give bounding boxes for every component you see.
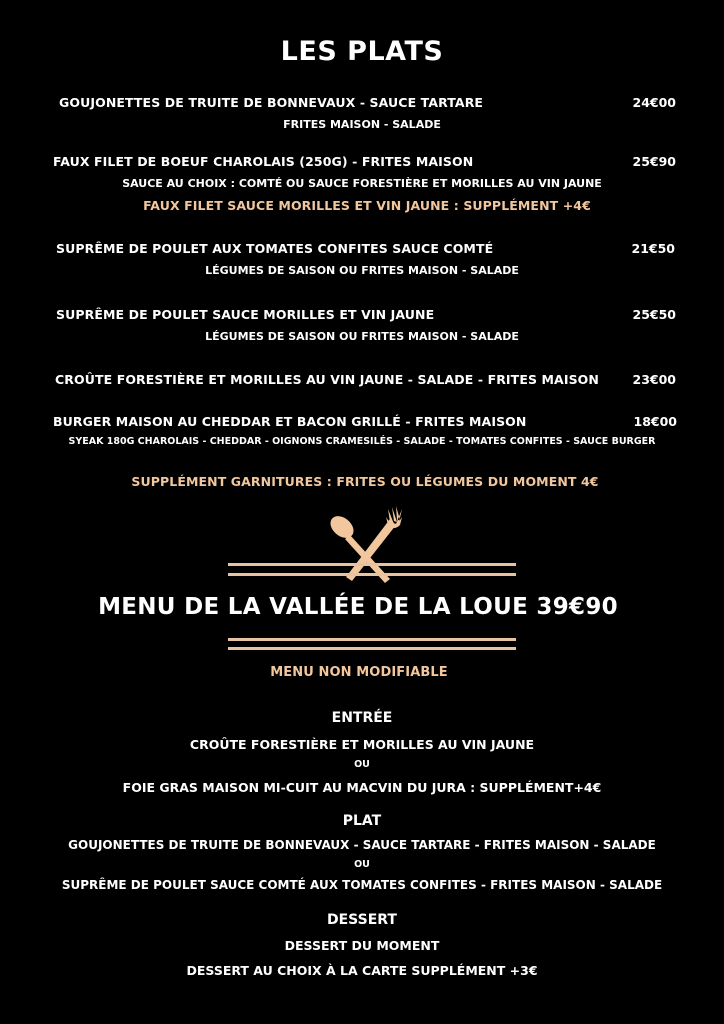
entree-option: CROÛTE FORESTIÈRE ET MORILLES AU VIN JAUNE [189, 737, 535, 752]
dish-price: 21€50 [631, 241, 675, 256]
dish-detail: LÉGUMES DE SAISON OU FRITES MAISON - SALADE [205, 264, 519, 277]
entree-option: FOIE GRAS MAISON MI-CUIT AU MACVIN DU JURA : SUPPLÉMENT+4€ [122, 780, 602, 795]
dish-detail: SAUCE AU CHOIX : COMTÉ OU SAUCE FORESTIÈRE ET MORILLES AU VIN JAUNE [122, 177, 602, 190]
dish-name: SUPRÊME DE POULET AUX TOMATES CONFITES SAUCE COMTÉ [56, 241, 494, 256]
plats-title: LES PLATS [280, 36, 444, 67]
divider-rule [228, 563, 516, 566]
or-label: OU [354, 759, 370, 770]
menu-note: MENU NON MODIFIABLE [270, 665, 448, 680]
dessert-option: DESSERT DU MOMENT [284, 938, 440, 953]
garnish-supplement: SUPPLÉMENT GARNITURES : FRITES OU LÉGUMES DU MOMENT 4€ [131, 474, 599, 489]
dish-detail: LÉGUMES DE SAISON OU FRITES MAISON - SALADE [205, 330, 519, 343]
dish-price: 18€00 [633, 414, 677, 429]
dessert-option: DESSERT AU CHOIX À LA CARTE SUPPLÉMENT +3€ [186, 963, 538, 978]
or-label: OU [354, 859, 370, 870]
dish-detail: SYEAK 180G CHAROLAIS - CHEDDAR - OIGNONS CRAMESILÉS - SALADE - TOMATES CONFITES - SAUCE BURGER [68, 436, 656, 447]
dish-name: BURGER MAISON AU CHEDDAR ET BACON GRILLÉ - FRITES MAISON [53, 414, 527, 429]
dish-supplement: FAUX FILET SAUCE MORILLES ET VIN JAUNE : SUPPLÉMENT +4€ [143, 198, 591, 213]
dish-price: 24€00 [632, 95, 676, 110]
dish-detail: FRITES MAISON - SALADE [283, 118, 441, 131]
dish-price: 25€90 [632, 154, 676, 169]
dish-name: CROÛTE FORESTIÈRE ET MORILLES AU VIN JAUNE - SALADE - FRITES MAISON [55, 372, 599, 387]
dish-name: GOUJONETTES DE TRUITE DE BONNEVAUX - SAUCE TARTARE [59, 95, 484, 110]
dessert-heading: DESSERT [327, 912, 397, 928]
dish-price: 23€00 [632, 372, 676, 387]
plat-heading: PLAT [342, 813, 382, 829]
menu-title: MENU DE LA VALLÉE DE LA LOUE 39€90 [98, 594, 618, 620]
plat-option: SUPRÊME DE POULET SAUCE COMTÉ AUX TOMATES CONFITES - FRITES MAISON - SALADE [61, 878, 663, 892]
plat-option: GOUJONETTES DE TRUITE DE BONNEVAUX - SAUCE TARTARE - FRITES MAISON - SALADE [68, 838, 656, 852]
dish-name: FAUX FILET DE BOEUF CHAROLAIS (250G) - FRITES MAISON [53, 154, 474, 169]
divider-rule [228, 573, 516, 576]
entree-heading: ENTRÉE [331, 710, 393, 726]
divider-rule [228, 638, 516, 641]
divider-rule [228, 647, 516, 650]
dish-price: 25€50 [632, 307, 676, 322]
dish-name: SUPRÊME DE POULET SAUCE MORILLES ET VIN JAUNE [56, 307, 435, 322]
